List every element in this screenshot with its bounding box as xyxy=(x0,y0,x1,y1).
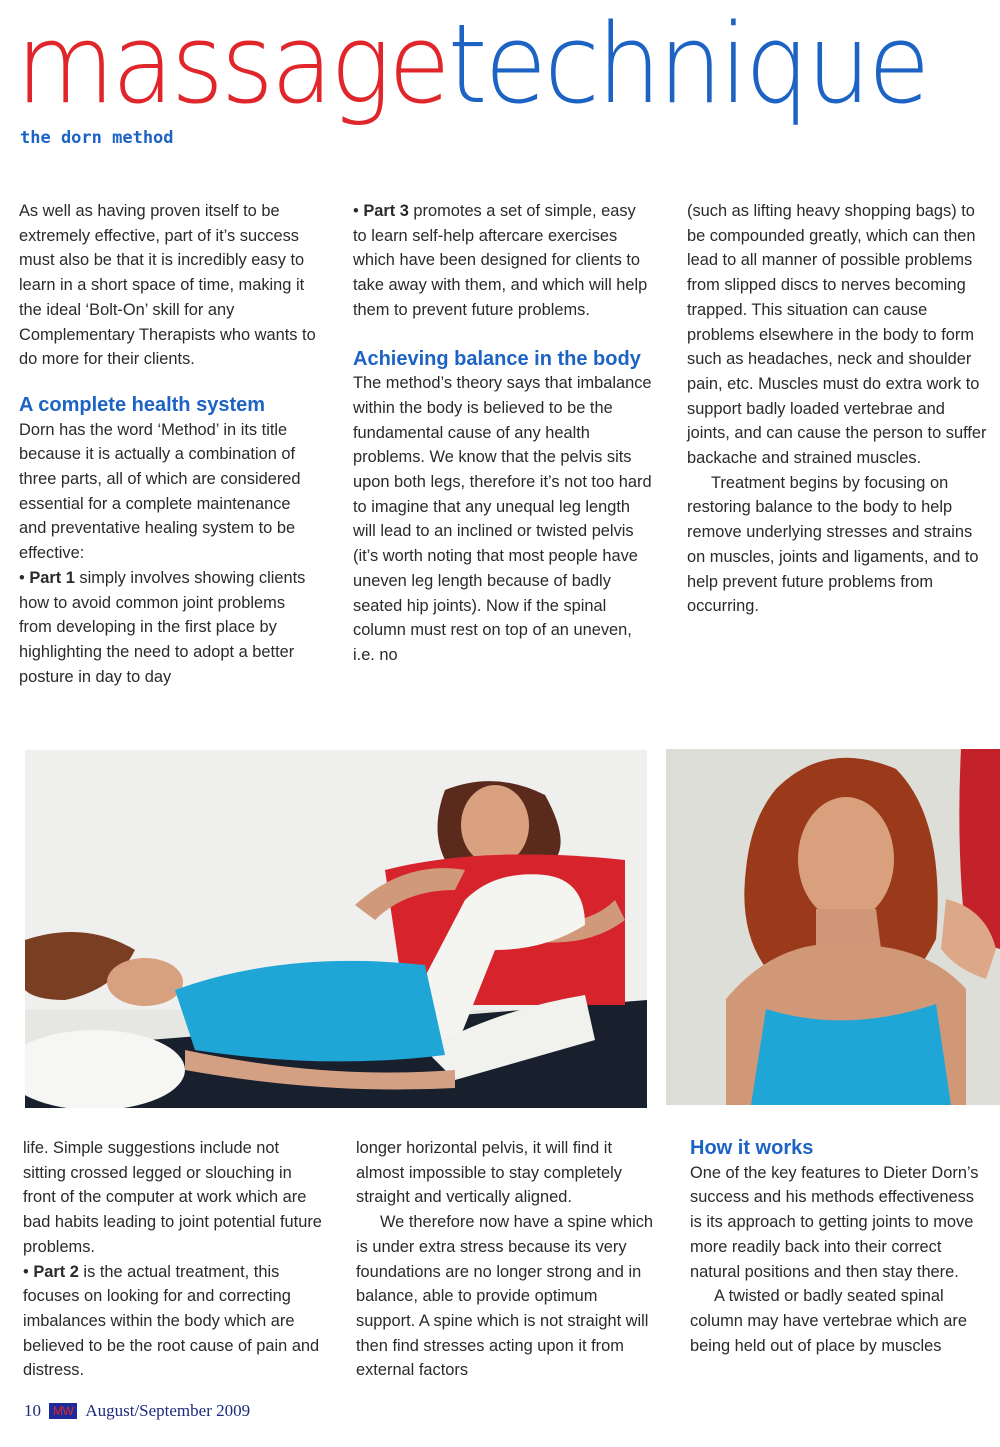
bullet-label: Part 2 xyxy=(33,1262,79,1281)
article-column-4 xyxy=(23,1136,323,1383)
heading-complete-health-system: A complete health system xyxy=(19,393,266,416)
bullet-icon: • xyxy=(19,568,25,587)
heading-how-it-works: How it works xyxy=(690,1137,814,1159)
shoulder-illustration xyxy=(666,749,1000,1105)
title-part-massage: massage xyxy=(16,0,448,128)
paragraph-compounded: (such as lifting heavy shopping bags) to be compounded greatly, which can then lead to all manner of possible problems from slipped discs to nerves becoming trapped. This situation can cause problems elsewhere in the body to form such as headaches, neck and shoulder pain, etc. Muscles must do extra work to support badly loaded vertebrae and joints, and can cause the person to suffer backache and strained muscles. xyxy=(687,202,987,468)
bullet-part-3 xyxy=(353,199,653,323)
article-column-6 xyxy=(690,1136,990,1358)
article-column-2 xyxy=(353,199,653,668)
paragraph-key-features: One of the key features to Dieter Dorn’s success and his methods effectiveness is its approach to getting joints to move more readily back into their correct natural positions and then stay there. xyxy=(690,1163,979,1281)
bullet-part-1 xyxy=(19,566,319,690)
paragraph-twisted-spine: A twisted or badly seated spinal column may have vertebrae which are being held out of place by muscles xyxy=(690,1287,967,1355)
photo-shoulder-treatment xyxy=(666,749,1000,1105)
page-title xyxy=(16,0,928,134)
bullet-text: simply involves showing clients how to avoid common joint problems from developing in the first place by highlighting the need to adopt a better posture in day to day xyxy=(19,568,306,686)
title-part-technique: technique xyxy=(447,0,928,128)
bullet-text: promotes a set of simple, easy to learn self-help aftercare exercises which have been designed for clients to take away with them, and which will help them to prevent future problems. xyxy=(353,202,648,319)
issue-date: August/September 2009 xyxy=(85,1401,251,1420)
bullet-icon: • xyxy=(353,202,359,220)
heading-achieving-balance: Achieving balance in the body xyxy=(353,347,641,370)
bullet-part-2 xyxy=(23,1260,323,1384)
article-column-3 xyxy=(687,199,987,619)
bullet-icon: • xyxy=(23,1262,29,1281)
paragraph-three-parts: Dorn has the word ‘Method’ in its title because it is actually a combination of three parts, all of which are considered essential for a complete maintenance and preventative healing system to be effective: xyxy=(19,420,301,563)
bullet-label: Part 3 xyxy=(363,202,409,220)
article-column-1 xyxy=(19,199,319,689)
page-footer xyxy=(24,1401,250,1421)
paragraph-suggestions: life. Simple suggestions include not sitting crossed legged or slouching in front of the computer at work which are bad habits leading to joint potential future problems. xyxy=(23,1139,322,1256)
section-kicker: the dorn method xyxy=(20,128,174,148)
bullet-text: is the actual treatment, this focuses on looking for and correcting imbalances within the body which are believed to be the root cause of pain and distress. xyxy=(23,1262,320,1380)
paragraph-theory: The method’s theory says that imbalance within the body is believed to be the fundamental cause of any health problems. We know that the pelvis sits upon both legs, therefore it’s not too hard to imagine that any unequal leg length will lead to an inclined or twisted pelvis (it’s worth noting that most people have uneven leg length because of badly seated hip joints). Now if the spinal column must rest on top of an uneven, i.e. no xyxy=(353,374,652,664)
paragraph-spine-stress: We therefore now have a spine which is under extra stress because its very foundations are no longer strong and in balance, able to provide optimum support. A spine which is not straight will then find stresses acting upon it from external factors xyxy=(356,1213,654,1380)
magazine-logo: MW xyxy=(49,1403,77,1419)
bullet-label: Part 1 xyxy=(29,568,75,587)
article-column-5 xyxy=(356,1136,656,1383)
treatment-illustration xyxy=(25,750,647,1108)
intro-paragraph: As well as having proven itself to be extremely effective, part of it’s success must also be that it is incredibly easy to learn in a short space of time, making it the ideal ‘Bolt-On’ skill for any Complementary Therapists who wants to do more for their clients. xyxy=(19,202,316,369)
page-number: 10 xyxy=(24,1401,41,1420)
photo-leg-treatment xyxy=(25,750,647,1108)
paragraph-treatment: Treatment begins by focusing on restoring balance to the body to help remove underlying stresses and strains on muscles, joints and ligaments, and to help prevent future problems from occurring. xyxy=(687,473,979,616)
paragraph-horizontal-pelvis: longer horizontal pelvis, it will find it almost impossible to stay completely straight and vertically aligned. xyxy=(356,1139,622,1207)
